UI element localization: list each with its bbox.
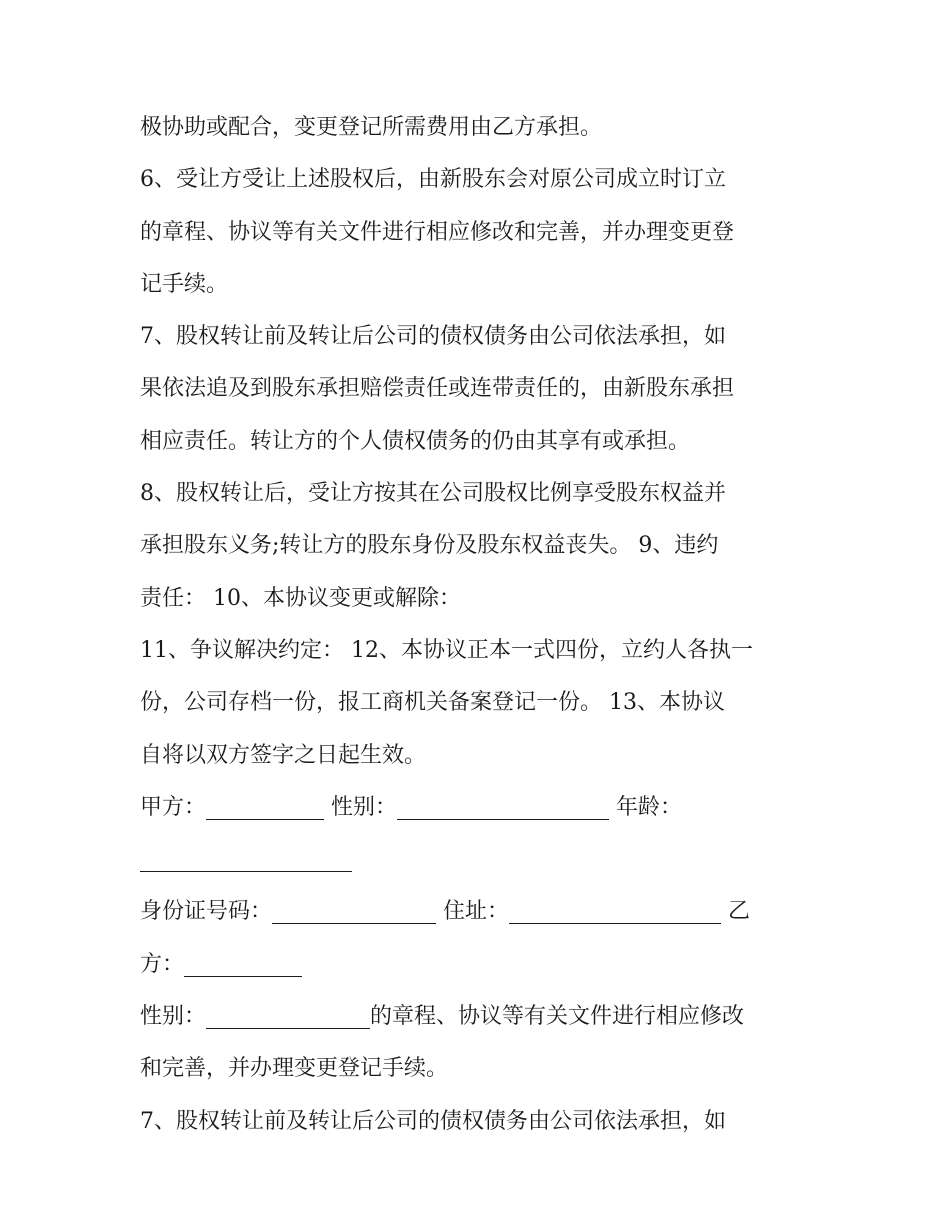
clause-6-line-1: 6、受让方受让上述股权后，由新股东会对原公司成立时订立 [140, 167, 726, 193]
party-b-gender-blank[interactable] [206, 1002, 370, 1029]
party-b-label-part2: 方： [140, 951, 185, 977]
party-a-gender-blank[interactable] [397, 793, 609, 820]
clause-13-line: 自将以双方签字之日起生效。 [140, 742, 427, 768]
age-blank-line [140, 834, 820, 886]
clause-7-line-2: 果依法追及到股东承担赔偿责任或连带责任的，由新股东承担 [140, 376, 735, 402]
party-a-name-blank[interactable] [206, 793, 324, 820]
address-label: 住址： [443, 899, 510, 925]
address-blank[interactable] [509, 897, 721, 924]
id-number-blank[interactable] [272, 897, 436, 924]
gender-label: 性别： [331, 794, 398, 820]
clause-11-12-line: 11、争议解决约定： 12、本协议正本一式四份，立约人各执一 [140, 637, 753, 663]
party-a-label: 甲方： [140, 794, 207, 820]
agreement-body [140, 102, 820, 1148]
clause-7-line-1: 7、股权转让前及转让后公司的债权债务由公司依法承担，如 [140, 324, 726, 350]
id-address-line [140, 886, 820, 938]
clause-8-line-1: 8、股权转让后，受让方按其在公司股权比例享受股东权益并 [140, 481, 726, 507]
clause-12-13-line: 份，公司存档一份，报工商机关备案登记一份。 13、本协议 [140, 690, 725, 716]
gender-label-2: 性别： [140, 1004, 207, 1030]
gender-line-rest: 的章程、协议等有关文件进行相应修改 [370, 1004, 745, 1030]
clause-6-line-3: 记手续。 [140, 271, 229, 297]
party-b-line [140, 939, 820, 991]
party-a-age-blank[interactable] [140, 845, 352, 872]
clause-9-10-line: 责任： 10、本协议变更或解除： [140, 585, 461, 611]
clause-6-line-2: 的章程、协议等有关文件进行相应修改和完善，并办理变更登 [140, 219, 735, 245]
text-line: 极协助或配合，变更登记所需费用由乙方承担。 [140, 115, 603, 140]
party-b-name-blank[interactable] [184, 950, 302, 977]
party-a-line [140, 782, 820, 834]
id-number-label: 身份证号码： [140, 899, 273, 925]
clause-8-line-2: 承担股东义务;转让方的股东身份及股东权益丧失。 9、违约 [140, 533, 719, 559]
gender-2-line [140, 991, 820, 1043]
party-b-label-part1: 乙 [728, 899, 751, 925]
age-label: 年龄： [616, 794, 683, 820]
clause-7-line-3: 相应责任。转让方的个人债权债务的仍由其享有或承担。 [140, 428, 691, 454]
tail-line: 和完善，并办理变更登记手续。 [140, 1056, 449, 1082]
clause-7-repeat-line: 7、股权转让前及转让后公司的债权债务由公司依法承担，如 [140, 1108, 726, 1134]
